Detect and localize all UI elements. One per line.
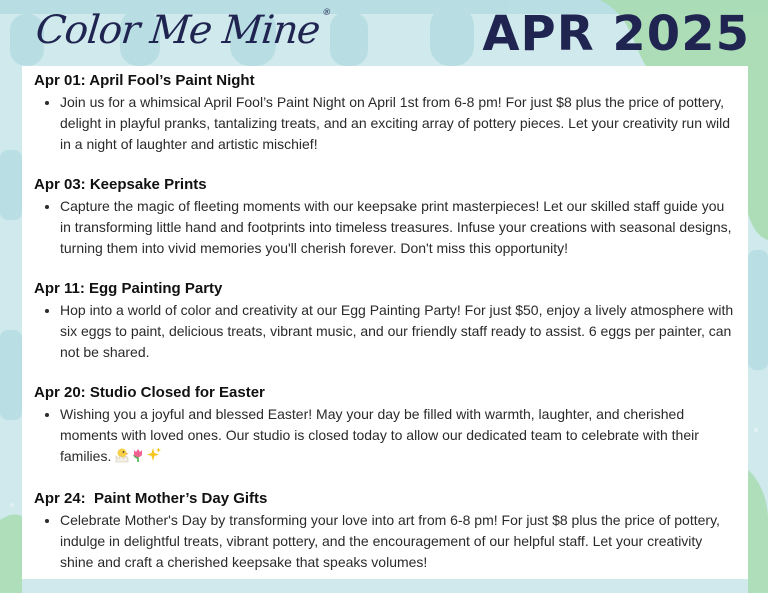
- brand-logo[interactable]: [34, 8, 331, 53]
- logo-text: Color Me Mine: [33, 8, 322, 53]
- month-title: APR 2025: [482, 6, 750, 62]
- sparkles-icon: [147, 448, 161, 462]
- event-description-item: [60, 404, 738, 469]
- event-description: • Celebrate Mother's Day by transforming your love into art from 6-8 pm! For just $8 plus the price of pottery, indulge in delightful treats, vibrant pottery, and the encouragement of our helpful staff. Let your creativity shine and craft a cherished keepsake that speaks volumes!: [60, 510, 738, 573]
- event-description: • Capture the magic of fleeting moments with our keepsake print masterpieces! Let our skilled staff guide you in transforming little hand and footprints into timeless treasures. Infuse your creations with seasonal designs, turning them into vivid memories you'll cherish forever. Don't miss this opportunity!: [60, 196, 738, 259]
- event-description: Wishing you a joyful and blessed Easter! May your day be filled with warmth, laughter, and cherished moments with loved ones. Our studio is closed today to allow our dedicated team to celebrate with their families.: [60, 406, 699, 464]
- event-details: [34, 92, 738, 155]
- registered-mark: ®: [321, 8, 331, 18]
- event-item: [34, 71, 738, 155]
- events-panel: [22, 66, 748, 579]
- event-item: [34, 489, 738, 573]
- event-title: Apr 11: Egg Painting Party: [34, 280, 223, 297]
- event-item: [34, 383, 738, 469]
- event-description: • Hop into a world of color and creativity at our Egg Painting Party! For just $50, enjoy a lively atmosphere with six eggs to paint, delicious treats, vibrant music, and our friendly staff ready to assist. 6 eggs per painter, can not be shared.: [60, 300, 738, 363]
- event-details: [34, 404, 738, 469]
- event-item: [34, 279, 738, 363]
- hatching-chick-icon: [116, 449, 129, 463]
- easter-emoji-group: [115, 447, 161, 469]
- event-description: • Join us for a whimsical April Fool’s Paint Night on April 1st from 6-8 pm! For just $8 plus the price of pottery, delight in playful pranks, tantalizing treats, and an exciting array of pottery pieces. Let your creativity run wild in a night of laughter and artistic mischief!: [60, 92, 738, 155]
- event-title: Apr 01: April Fool’s Paint Night: [34, 72, 255, 89]
- event-title: Apr 03: Keepsake Prints: [34, 176, 207, 193]
- tulip-icon: [133, 449, 142, 462]
- event-details: [34, 510, 738, 573]
- event-item: [34, 175, 738, 259]
- event-details: [34, 196, 738, 259]
- event-details: [34, 300, 738, 363]
- event-title: Apr 24: Paint Mother’s Day Gifts: [34, 490, 268, 507]
- header: [0, 0, 768, 66]
- event-title: Apr 20: Studio Closed for Easter: [34, 384, 265, 401]
